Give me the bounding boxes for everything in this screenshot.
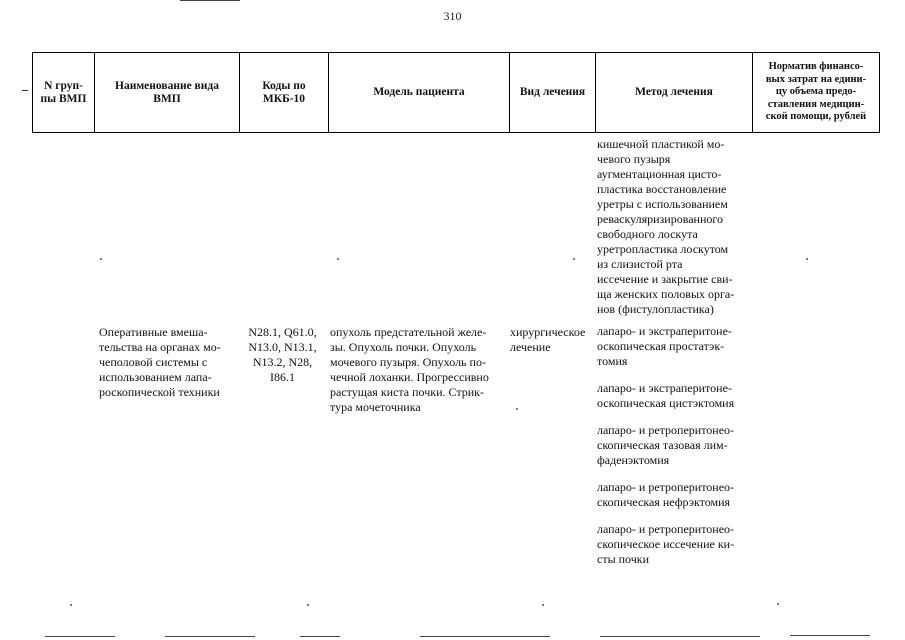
scan-speck: [307, 604, 309, 606]
scan-rule: [420, 636, 550, 637]
vmp-name-cell: Оперативные вмеша- тельства на органах мо- чеполовой системы с использованием лапа- роскопической техники: [99, 325, 221, 399]
method-item: лапаро- и экстраперитоне- оскопическая простатэк- томия: [597, 324, 732, 368]
scan-speck: [542, 604, 544, 606]
scan-rule: [45, 636, 115, 637]
scan-rule: [300, 636, 340, 637]
scan-speck: [337, 258, 339, 260]
scan-rule: [600, 636, 760, 637]
method-item: лапаро- и ретроперитонео- скопическое иссечение ки- сты почки: [597, 522, 735, 566]
method-item: лапаро- и экстраперитоне- оскопическая цистэктомия: [597, 381, 735, 410]
scan-speck: [573, 258, 575, 260]
scan-rule: [165, 636, 255, 637]
header-vmp-group: N груп- пы ВМП: [33, 53, 95, 133]
scan-speck: [777, 603, 779, 605]
page-number: 310: [443, 9, 462, 23]
continued-methods-text: кишечной пластикой мо- чевого пузыря аугментационная цисто- пластика восстановление уретры с использованием реваскуляризированного свободного лоскута уретропластика лоскутом из слизистой рта иссечение и закрытие сви- ща женских половых орга- нов (фистулопластика): [597, 137, 735, 316]
method-item: лапаро- и ретроперитонео- скопическая нефрэктомия: [597, 480, 735, 509]
method-item: лапаро- и ретроперитонео- скопическая тазовая лим- фаденэктомия: [597, 423, 735, 467]
scan-speck: [100, 258, 102, 260]
patient-model-cell: опухоль предстательной желе- зы. Опухоль почки. Опухоль мочевого пузыря. Опухоль по- чечной лоханки. Прогрессивно растущая киста почки. Стрик- тура мочеточника: [330, 325, 489, 414]
scan-speck: [806, 258, 808, 260]
header-treatment-type: Вид лечения: [510, 53, 596, 133]
header-patient-model: Модель пациента: [329, 53, 510, 133]
scan-speck: [516, 408, 518, 410]
header-financing-norm: Норматив финансо- вых затрат на едини- цу объема предо- ставления медицин- ской помощи, рублей: [753, 53, 880, 133]
treatment-type-cell: хирургическое лечение: [510, 325, 586, 354]
header-icd-codes: Коды по МКБ-10: [240, 53, 329, 133]
scan-rule: [790, 635, 870, 636]
icd-codes-cell: N28.1, Q61.0, N13.0, N13.1, N13.2, N28, I86.1: [248, 325, 317, 384]
treatment-methods-list: [597, 324, 755, 579]
header-vmp-name: Наименование вида ВМП: [95, 53, 240, 133]
scan-speck: [70, 604, 72, 606]
scan-rule: [180, 0, 240, 1]
margin-mark: [22, 90, 28, 91]
header-treatment-method: Метод лечения: [596, 53, 753, 133]
table-header: [32, 52, 880, 133]
